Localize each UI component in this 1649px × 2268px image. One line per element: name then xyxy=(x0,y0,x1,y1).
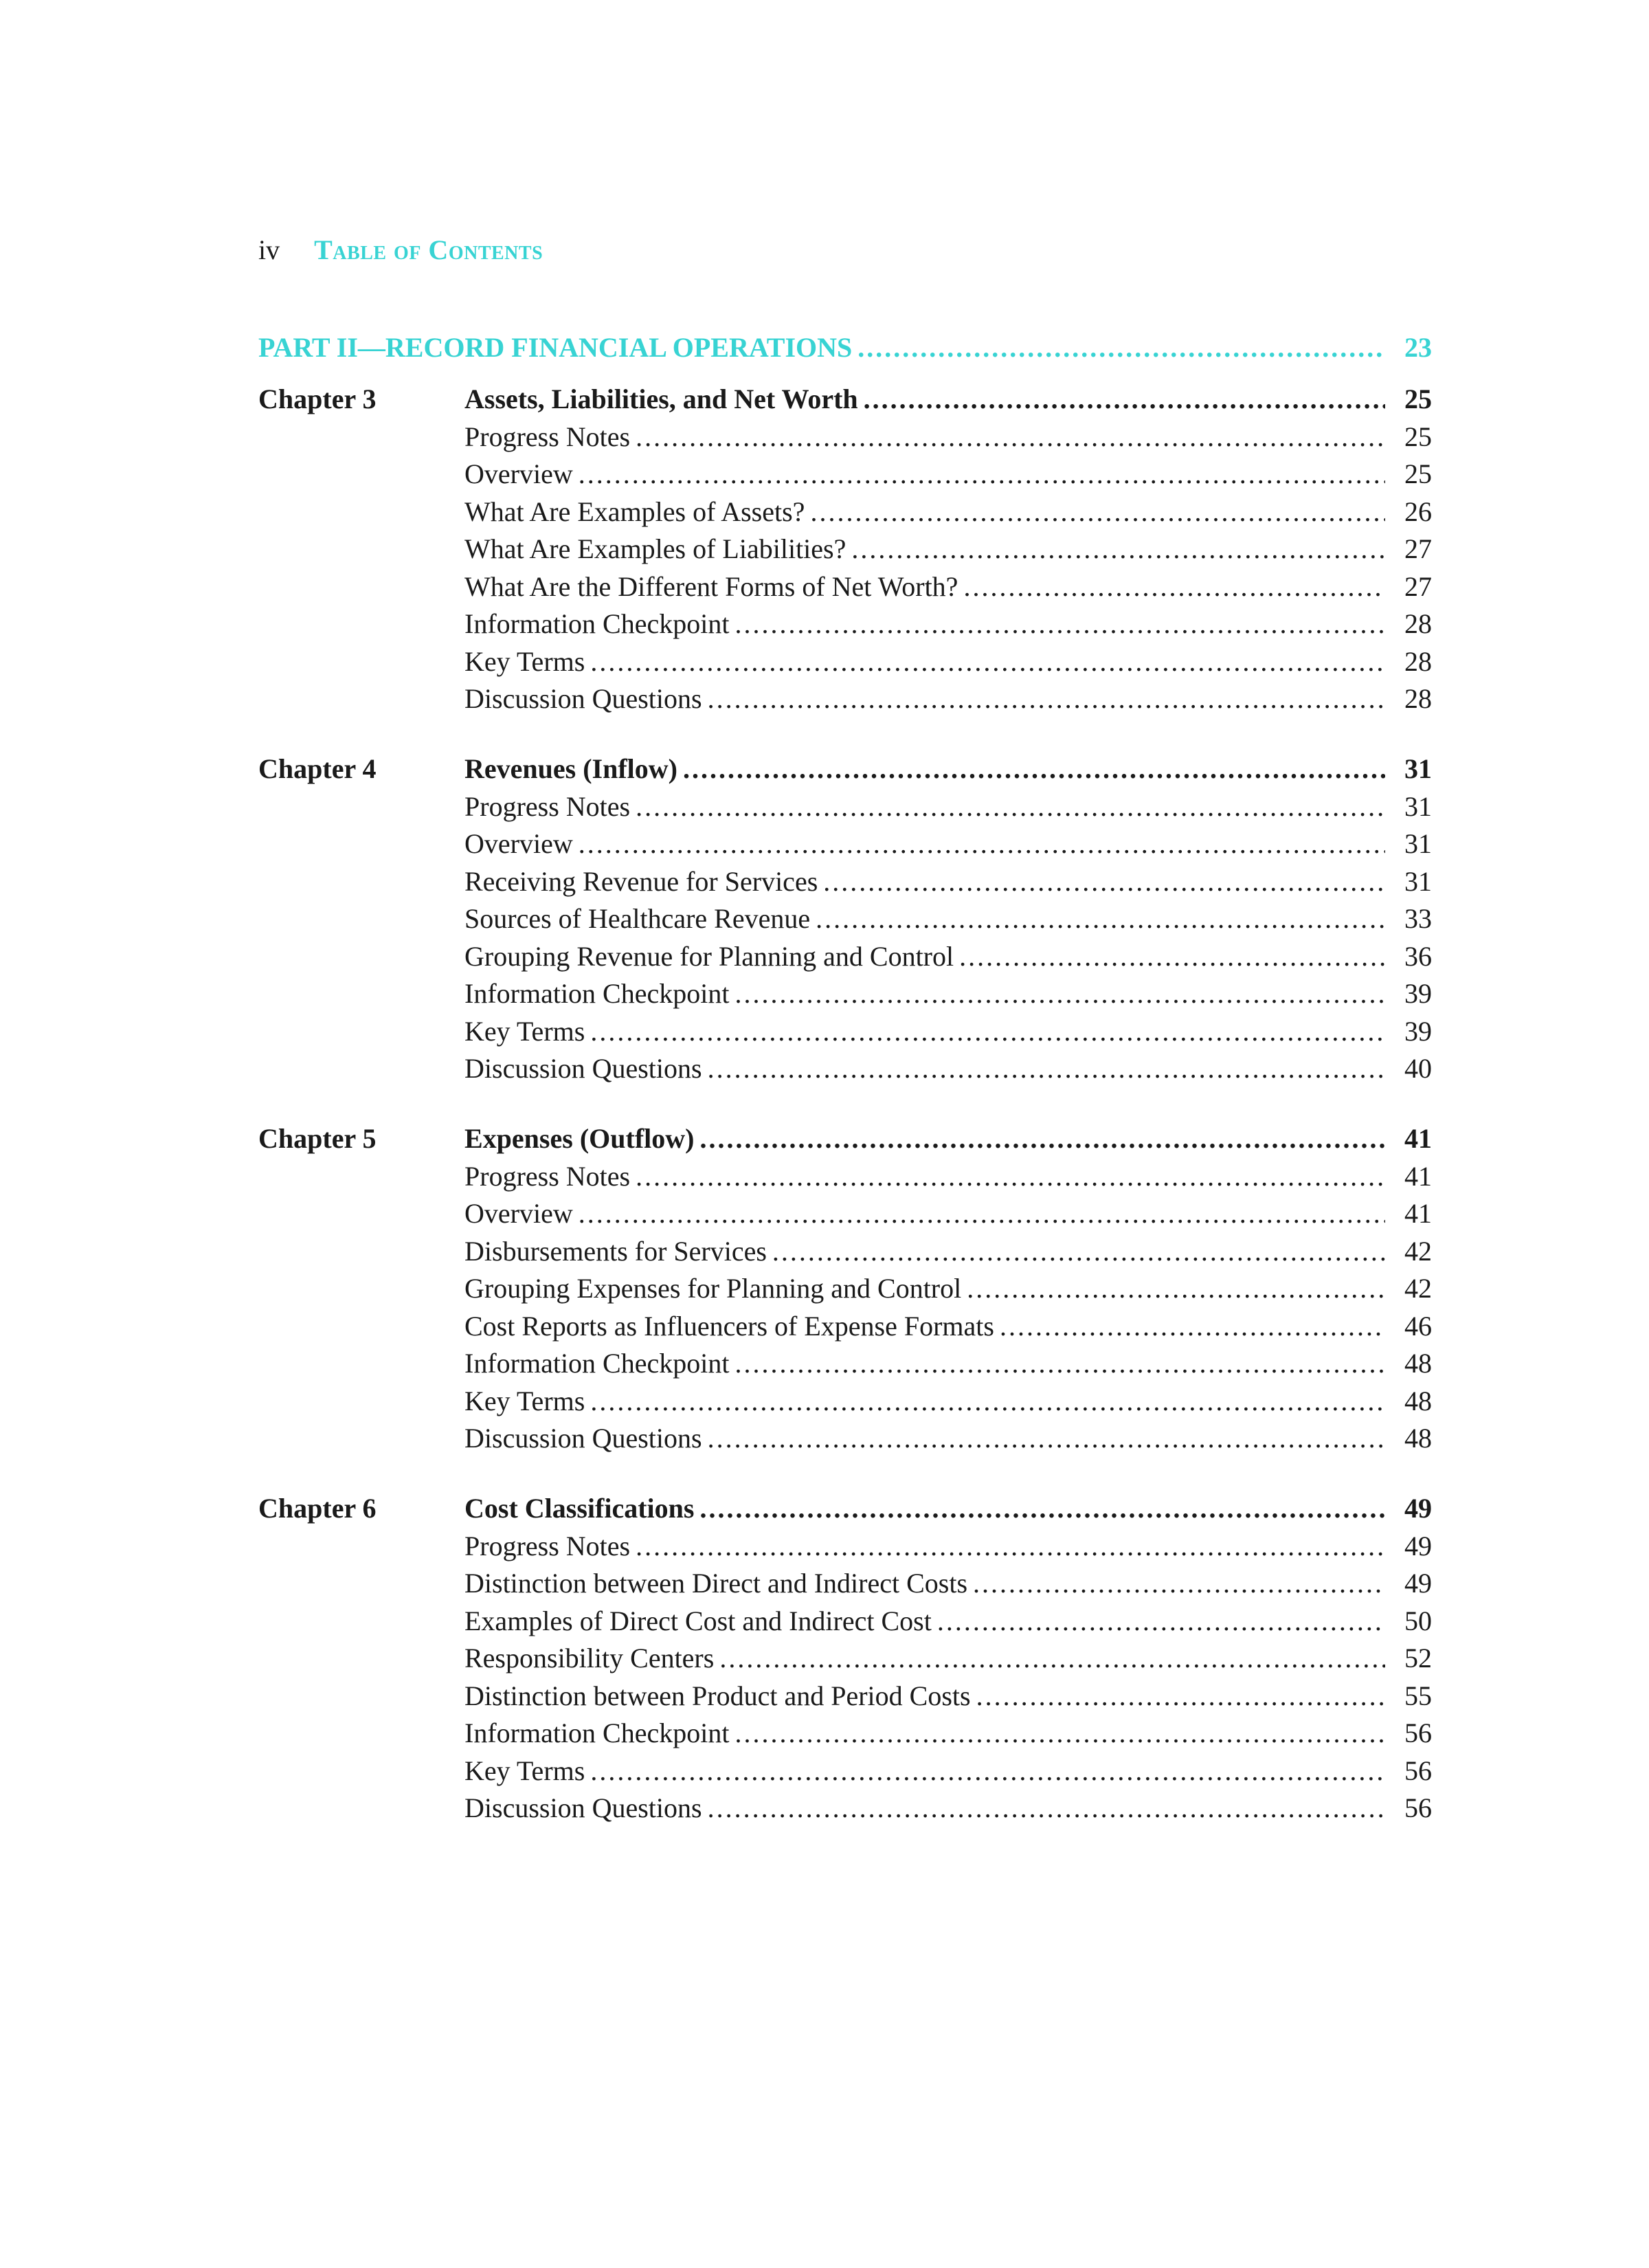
toc-entry[interactable] xyxy=(464,938,1432,976)
entry-title: Discussion Questions xyxy=(464,1423,702,1454)
entry-title: Grouping Expenses for Planning and Control xyxy=(464,1273,962,1304)
entry-page: 48 xyxy=(1404,1348,1432,1379)
entry-page: 28 xyxy=(1404,608,1432,639)
dot-leader xyxy=(734,1345,1385,1383)
entry-title: What Are Examples of Assets? xyxy=(464,496,805,527)
entry-title: Progress Notes xyxy=(464,421,631,452)
entry-page: 41 xyxy=(1404,1123,1432,1154)
toc-entry[interactable] xyxy=(464,1233,1432,1271)
entry-title: Examples of Direct Cost and Indirect Cost xyxy=(464,1605,932,1636)
dot-leader xyxy=(708,1420,1385,1458)
toc-entry[interactable] xyxy=(464,1383,1432,1421)
entry-page: 42 xyxy=(1404,1273,1432,1304)
dot-leader xyxy=(1000,1308,1385,1346)
dot-leader xyxy=(579,1195,1385,1233)
entry-page: 56 xyxy=(1404,1792,1432,1823)
chapter-label: Chapter 3 xyxy=(258,383,377,414)
entry-page: 49 xyxy=(1404,1493,1432,1524)
dot-leader xyxy=(636,419,1385,456)
toc-entry[interactable] xyxy=(464,1565,1432,1603)
entry-page: 50 xyxy=(1404,1605,1432,1636)
dot-leader xyxy=(590,1013,1385,1051)
dot-leader xyxy=(810,493,1385,531)
dot-leader xyxy=(636,1158,1385,1196)
toc-entry[interactable] xyxy=(464,568,1432,606)
dot-leader xyxy=(636,1528,1385,1566)
entry-page: 40 xyxy=(1404,1053,1432,1084)
part-title: PART II—RECORD FINANCIAL OPERATIONS xyxy=(258,332,853,363)
entry-title: Grouping Revenue for Planning and Control xyxy=(464,940,954,972)
chapter-title-entry[interactable] xyxy=(464,381,1432,419)
entry-title: Key Terms xyxy=(464,1385,585,1416)
entry-page: 27 xyxy=(1404,570,1432,602)
toc-entry[interactable] xyxy=(464,1420,1432,1458)
chapter-title-entry[interactable] xyxy=(464,1490,1432,1528)
toc-part-entry[interactable] xyxy=(258,331,1432,370)
dot-leader xyxy=(590,1753,1385,1790)
toc-entry[interactable] xyxy=(464,1528,1432,1566)
entry-page: 31 xyxy=(1404,828,1432,859)
entry-title: Information Checkpoint xyxy=(464,1717,730,1748)
dot-leader xyxy=(699,1490,1385,1528)
entry-page: 26 xyxy=(1404,496,1432,527)
dot-leader xyxy=(734,975,1385,1013)
entry-page: 42 xyxy=(1404,1235,1432,1267)
toc-entry[interactable] xyxy=(464,1050,1432,1088)
entry-title: Distinction between Direct and Indirect Costs xyxy=(464,1568,968,1599)
toc-entry[interactable] xyxy=(464,1270,1432,1308)
toc-entry[interactable] xyxy=(464,1715,1432,1753)
page-folio: iv xyxy=(258,234,280,265)
dot-leader xyxy=(963,568,1385,606)
entry-page: 46 xyxy=(1404,1310,1432,1342)
dot-leader xyxy=(590,643,1385,681)
entry-title: Key Terms xyxy=(464,645,585,677)
running-header xyxy=(258,234,543,275)
entry-title: Discussion Questions xyxy=(464,1792,702,1823)
entry-title: Sources of Healthcare Revenue xyxy=(464,903,811,934)
dot-leader xyxy=(857,331,1385,364)
dot-leader xyxy=(590,1383,1385,1421)
entry-title: Overview xyxy=(464,828,573,859)
entry-title: Key Terms xyxy=(464,1755,585,1786)
toc-entry[interactable] xyxy=(464,1158,1432,1196)
entry-title: Overview xyxy=(464,1198,573,1229)
toc-entry[interactable] xyxy=(464,825,1432,863)
dot-leader xyxy=(734,1715,1385,1753)
entry-page: 33 xyxy=(1404,903,1432,934)
entry-title: Responsibility Centers xyxy=(464,1643,715,1674)
dot-leader xyxy=(823,863,1385,901)
entry-title: Overview xyxy=(464,458,573,489)
dot-leader xyxy=(851,531,1385,568)
entry-page: 52 xyxy=(1404,1643,1432,1674)
entry-page: 25 xyxy=(1404,458,1432,489)
entry-page: 41 xyxy=(1404,1160,1432,1192)
entry-page: 41 xyxy=(1404,1198,1432,1229)
dot-leader xyxy=(579,825,1385,863)
chapter-label: Chapter 4 xyxy=(258,753,377,784)
entry-page: 48 xyxy=(1404,1385,1432,1416)
dot-leader xyxy=(683,751,1385,788)
entry-page: 56 xyxy=(1404,1717,1432,1748)
toc-entry[interactable] xyxy=(464,1345,1432,1383)
entry-page: 39 xyxy=(1404,978,1432,1009)
chapter-entries xyxy=(464,751,1432,1088)
toc-entry[interactable] xyxy=(464,1013,1432,1051)
toc-entry[interactable] xyxy=(464,1603,1432,1641)
entry-title: Progress Notes xyxy=(464,1160,631,1192)
dot-leader xyxy=(636,788,1385,826)
toc-entry[interactable] xyxy=(464,493,1432,531)
entry-title: Revenues (Inflow) xyxy=(464,753,677,784)
entry-title: Discussion Questions xyxy=(464,683,702,714)
toc-entry[interactable] xyxy=(464,419,1432,456)
part-page-number: 23 xyxy=(1404,332,1432,363)
entry-page: 55 xyxy=(1404,1680,1432,1711)
entry-title: Key Terms xyxy=(464,1015,585,1047)
dot-leader xyxy=(579,456,1385,493)
entry-page: 48 xyxy=(1404,1423,1432,1454)
toc-entry[interactable] xyxy=(464,863,1432,901)
entry-title: Information Checkpoint xyxy=(464,978,730,1009)
chapter-entries xyxy=(464,381,1432,718)
dot-leader xyxy=(864,381,1385,419)
entry-page: 28 xyxy=(1404,645,1432,677)
dot-leader xyxy=(959,938,1385,976)
toc-entry[interactable] xyxy=(464,1640,1432,1678)
entry-title: What Are Examples of Liabilities? xyxy=(464,533,846,564)
dot-leader xyxy=(976,1678,1385,1715)
entry-page: 39 xyxy=(1404,1015,1432,1047)
entry-page: 31 xyxy=(1404,790,1432,822)
toc-entry[interactable] xyxy=(464,1308,1432,1346)
entry-title: Receiving Revenue for Services xyxy=(464,865,818,897)
chapter-entries xyxy=(464,1490,1432,1827)
dot-leader xyxy=(973,1565,1385,1603)
entry-page: 25 xyxy=(1404,383,1432,414)
entry-page: 28 xyxy=(1404,683,1432,714)
dot-leader xyxy=(734,605,1385,643)
entry-page: 56 xyxy=(1404,1755,1432,1786)
toc-entry[interactable] xyxy=(464,1790,1432,1827)
toc-page xyxy=(258,0,1432,2268)
running-header-title: Table of Contents xyxy=(314,234,543,265)
dot-leader xyxy=(708,680,1385,718)
entry-title: Discussion Questions xyxy=(464,1053,702,1084)
toc-entry[interactable] xyxy=(464,531,1432,568)
entry-page: 25 xyxy=(1404,421,1432,452)
entry-title: Cost Reports as Influencers of Expense Formats xyxy=(464,1310,994,1342)
toc-entry[interactable] xyxy=(464,975,1432,1013)
entry-title: Cost Classifications xyxy=(464,1493,695,1524)
entry-title: Distinction between Product and Period Costs xyxy=(464,1680,971,1711)
entry-page: 31 xyxy=(1404,753,1432,784)
chapter-label: Chapter 5 xyxy=(258,1123,377,1154)
toc-entry[interactable] xyxy=(464,680,1432,718)
entry-title: What Are the Different Forms of Net Worth? xyxy=(464,570,958,602)
entry-page: 31 xyxy=(1404,865,1432,897)
toc-entry[interactable] xyxy=(464,605,1432,643)
chapter-entries xyxy=(464,1120,1432,1458)
toc-entry[interactable] xyxy=(464,643,1432,681)
chapter-title-entry[interactable] xyxy=(464,1120,1432,1158)
dot-leader xyxy=(937,1603,1385,1641)
entry-title: Information Checkpoint xyxy=(464,608,730,639)
entry-title: Disbursements for Services xyxy=(464,1235,767,1267)
entry-title: Progress Notes xyxy=(464,1530,631,1561)
dot-leader xyxy=(699,1120,1385,1158)
entry-title: Assets, Liabilities, and Net Worth xyxy=(464,383,858,414)
toc-entry[interactable] xyxy=(464,1195,1432,1233)
entry-page: 36 xyxy=(1404,940,1432,972)
entry-page: 49 xyxy=(1404,1568,1432,1599)
toc-entry[interactable] xyxy=(464,900,1432,938)
dot-leader xyxy=(719,1640,1385,1678)
dot-leader xyxy=(708,1050,1385,1088)
toc-entry[interactable] xyxy=(464,788,1432,826)
entry-title: Information Checkpoint xyxy=(464,1348,730,1379)
toc-entry[interactable] xyxy=(464,1678,1432,1715)
dot-leader xyxy=(708,1790,1385,1827)
entry-title: Progress Notes xyxy=(464,790,631,822)
entry-title: Expenses (Outflow) xyxy=(464,1123,695,1154)
toc-entry[interactable] xyxy=(464,1753,1432,1790)
dot-leader xyxy=(772,1233,1385,1271)
dot-leader xyxy=(816,900,1385,938)
chapter-title-entry[interactable] xyxy=(464,751,1432,788)
entry-page: 49 xyxy=(1404,1530,1432,1561)
chapter-label: Chapter 6 xyxy=(258,1493,377,1524)
toc-entry[interactable] xyxy=(464,456,1432,493)
dot-leader xyxy=(967,1270,1385,1308)
entry-page: 27 xyxy=(1404,533,1432,564)
